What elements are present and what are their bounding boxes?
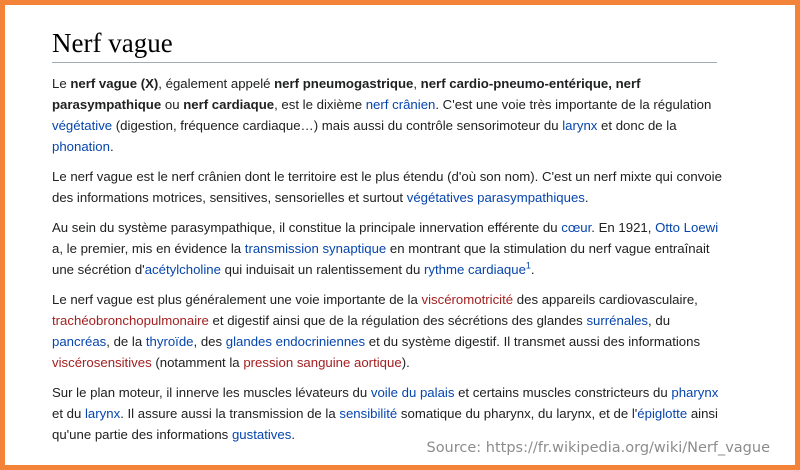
text: a, le premier, mis en évidence la <box>52 241 245 256</box>
link-larynx-2[interactable]: larynx <box>85 406 121 421</box>
redlink-viscerosensitives[interactable]: viscérosensitives <box>52 355 152 370</box>
text: ainsi qu'une partie des informations <box>52 406 718 442</box>
text: (digestion, fréquence cardiaque…) mais aussi du contrôle sensorimoteur du <box>112 118 563 133</box>
paragraph-visceromotricite <box>52 289 722 373</box>
text: (notamment la <box>151 355 244 370</box>
bold-term: nerf vague (X) <box>70 76 159 91</box>
redlink-pression-sanguine-aortique[interactable]: pression sanguine aortique <box>243 355 402 370</box>
link-acetylcholine[interactable]: acétylcholine <box>144 262 221 277</box>
text: . En 1921, <box>591 220 656 235</box>
link-thyroide[interactable]: thyroïde <box>145 334 194 349</box>
text: ou <box>161 97 184 112</box>
text: ). <box>401 355 410 370</box>
text: . <box>109 139 114 154</box>
link-transmission-synaptique[interactable]: transmission synaptique <box>244 241 387 256</box>
link-glandes-endocriniennes[interactable]: glandes endocriniennes <box>225 334 366 349</box>
link-otto-loewi[interactable]: Otto Loewi <box>655 220 719 235</box>
text: Le nerf vague est plus généralement une voie importante de la <box>52 292 422 307</box>
link-coeur[interactable]: cœur <box>561 220 592 235</box>
text: , également appelé <box>158 76 275 91</box>
link-epiglotte[interactable]: épiglotte <box>637 406 688 421</box>
text: , <box>413 76 421 91</box>
bold-term: nerf cardio-pneumo-entérique, nerf parasympathique <box>52 76 641 112</box>
text: qui induisait un ralentissement du <box>220 262 425 277</box>
text: Le nerf vague est le nerf crânien dont le territoire est le plus étendu (d'où son nom). C'est un nerf mixte qui convoie des informations motrices, sensitives, sensorielles et surtout <box>52 169 722 205</box>
text: . <box>291 427 295 442</box>
footnote-ref[interactable]: 1 <box>525 260 531 271</box>
text: Le <box>52 76 71 91</box>
link-vegetative[interactable]: végétative <box>52 118 113 133</box>
article-content <box>52 22 722 454</box>
bold-term: nerf cardiaque <box>183 97 275 112</box>
text: des appareils cardiovasculaire, <box>513 292 698 307</box>
link-vegetatives-parasympathiques[interactable]: végétatives parasympathiques <box>406 190 585 205</box>
link-pharynx[interactable]: pharynx <box>671 385 719 400</box>
text: . <box>584 190 589 205</box>
link-pancreas[interactable]: pancréas <box>52 334 107 349</box>
text: et digestif ainsi que de la régulation des sécrétions des glandes <box>208 313 587 328</box>
bold-term: nerf pneumogastrique <box>274 76 414 91</box>
paragraph-intro <box>52 73 722 157</box>
paragraph-territoire <box>52 166 722 208</box>
text: somatique du pharynx, du larynx, et de l' <box>397 406 638 421</box>
text: et donc de la <box>597 118 677 133</box>
link-nerf-cranien[interactable]: nerf crânien <box>365 97 436 112</box>
text: . Il assure aussi la transmission de la <box>120 406 340 421</box>
text: , des <box>193 334 226 349</box>
link-phonation[interactable]: phonation <box>52 139 110 154</box>
redlink-visceromotricite[interactable]: viscéromotricité <box>421 292 514 307</box>
text: , est le dixième <box>274 97 366 112</box>
page-title: Nerf vague <box>52 28 173 58</box>
text: et du <box>52 406 85 421</box>
link-voile-du-palais[interactable]: voile du palais <box>370 385 455 400</box>
text: et du système digestif. Il transmet aussi des informations <box>365 334 701 349</box>
text: Sur le plan moteur, il innerve les muscles lévateurs du <box>52 385 371 400</box>
text: . C'est une voie très importante de la régulation <box>435 97 712 112</box>
link-sensibilite[interactable]: sensibilité <box>339 406 398 421</box>
text: . <box>530 262 535 277</box>
text: Au sein du système parasympathique, il constitue la principale innervation efférente du <box>52 220 562 235</box>
title-divider <box>52 62 717 63</box>
link-surrenales[interactable]: surrénales <box>586 313 649 328</box>
source-caption: Source: https://fr.wikipedia.org/wiki/Nerf_vague <box>426 440 770 456</box>
text: , de la <box>106 334 146 349</box>
link-larynx[interactable]: larynx <box>562 118 598 133</box>
text: en montrant que la stimulation du nerf vague entraînait une sécrétion d' <box>52 241 710 277</box>
redlink-tracheobronchopulmonaire[interactable]: trachéobronchopulmonaire <box>52 313 209 328</box>
text: , du <box>648 313 671 328</box>
link-rythme-cardiaque[interactable]: rythme cardiaque <box>424 262 526 277</box>
text: et certains muscles constricteurs du <box>454 385 672 400</box>
paragraph-parasympathique <box>52 217 722 280</box>
link-gustatives[interactable]: gustatives <box>231 427 292 442</box>
paragraph-moteur <box>52 382 722 445</box>
